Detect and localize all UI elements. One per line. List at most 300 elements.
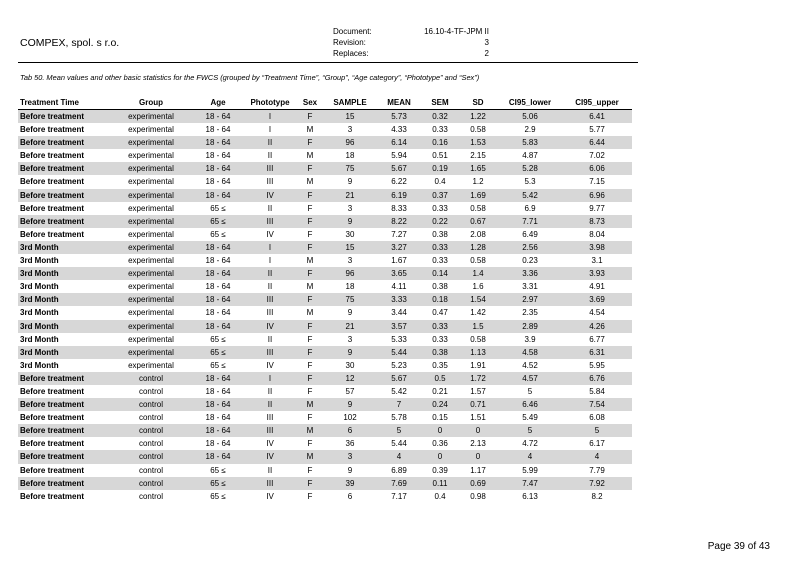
table-cell: 3.36 [498, 267, 562, 280]
table-cell: 0.71 [458, 398, 498, 411]
table-cell: II [267, 465, 273, 475]
table-cell: 0.58 [470, 125, 486, 135]
table-cell: F [296, 477, 324, 490]
table-cell: experimental [110, 110, 192, 124]
table-cell: 1.5 [458, 320, 498, 333]
table-cell: F [296, 320, 324, 333]
table-cell: II [267, 151, 273, 161]
table-row [18, 450, 632, 463]
table-cell: 3 [347, 334, 353, 344]
table-cell: 5.67 [376, 372, 422, 385]
meta-value: 16.10-4-TF-JPM II [424, 27, 489, 36]
column-header: CI95_upper [562, 97, 632, 110]
table-row [18, 189, 632, 202]
table-cell: 2.97 [498, 293, 562, 306]
table-cell: 21 [324, 189, 376, 202]
table-cell: 7.92 [562, 477, 632, 490]
table-cell: 5.83 [498, 136, 562, 149]
table-cell: 9 [324, 398, 376, 411]
table-cell: 3.27 [376, 241, 422, 254]
table-cell: control [138, 413, 163, 423]
table-cell: 6 [324, 424, 376, 437]
table-cell: 0.24 [422, 398, 458, 411]
table-cell: F [307, 439, 313, 449]
table-cell: 0.47 [432, 308, 448, 318]
table-cell: 5.73 [376, 110, 422, 124]
table-cell: experimental [128, 334, 174, 344]
table-cell: F [296, 110, 324, 124]
table-row [18, 385, 632, 398]
table-cell: 18 - 64 [192, 110, 244, 124]
table-cell: 36 [345, 439, 355, 449]
table-cell: 65 ≤ [210, 491, 226, 501]
table-cell: 3.65 [376, 267, 422, 280]
table-cell: experimental [110, 189, 192, 202]
table-cell: III [244, 477, 296, 490]
table-cell: experimental [110, 241, 192, 254]
table-cell: F [307, 229, 313, 239]
table-cell: 18 [345, 151, 355, 161]
table-row [18, 359, 632, 372]
table-cell: 3.33 [376, 293, 422, 306]
table-row [18, 411, 632, 424]
table-cell: 0.58 [470, 203, 486, 213]
table-cell: 0.32 [422, 110, 458, 124]
table-cell: M [306, 256, 314, 266]
table-cell: 5.84 [589, 386, 605, 396]
table-row [18, 464, 632, 477]
table-cell: 7.17 [391, 491, 407, 501]
table-row [18, 477, 632, 490]
table-cell: 0.14 [422, 267, 458, 280]
table-cell: 65 ≤ [210, 465, 226, 475]
table-cell: Before treatment [20, 491, 85, 501]
table-cell: 1.65 [458, 162, 498, 175]
table-cell: 18 [345, 282, 355, 292]
table-cell: control [138, 439, 163, 449]
table-cell: 5.78 [391, 413, 407, 423]
table-cell: control [110, 450, 192, 463]
table-cell: 5.99 [522, 465, 538, 475]
table-cell: control [138, 491, 163, 501]
table-cell: 0.5 [422, 372, 458, 385]
table-cell: IV [266, 229, 274, 239]
table-row [18, 123, 632, 136]
table-cell: 3 [347, 125, 353, 135]
table-cell: M [306, 151, 314, 161]
table-cell: 1.57 [470, 386, 486, 396]
table-cell: 7.71 [498, 215, 562, 228]
table-cell: Before treatment [20, 439, 85, 449]
table-cell: 3rd Month [20, 308, 59, 318]
table-cell: 0.38 [432, 229, 448, 239]
table-row [18, 215, 632, 228]
table-cell: 2.9 [524, 125, 536, 135]
table-cell: III [244, 424, 296, 437]
table-cell: control [138, 465, 163, 475]
table-cell: experimental [110, 293, 192, 306]
table-cell: 18 - 64 [205, 439, 231, 449]
table-cell: 18 - 64 [192, 162, 244, 175]
table-row [18, 110, 632, 124]
table-cell: 18 - 64 [205, 282, 231, 292]
column-header: MEAN [376, 97, 422, 110]
table-cell: 6.44 [562, 136, 632, 149]
table-cell: F [296, 136, 324, 149]
table-row [18, 202, 632, 215]
table-cell: 18 - 64 [205, 308, 231, 318]
meta-value: 3 [484, 38, 489, 47]
meta-label: Replaces: [333, 49, 369, 58]
table-cell: experimental [110, 267, 192, 280]
table-cell: 0.33 [432, 256, 448, 266]
table-cell: 3.31 [522, 282, 538, 292]
table-cell: 1.53 [458, 136, 498, 149]
table-cell: experimental [128, 229, 174, 239]
table-cell: 1.54 [458, 293, 498, 306]
table-row [18, 490, 632, 503]
table-cell: 6.31 [562, 346, 632, 359]
table-cell: 5.77 [589, 125, 605, 135]
table-cell: I [244, 372, 296, 385]
table-cell: 3.69 [562, 293, 632, 306]
table-cell: Before treatment [20, 465, 85, 475]
table-cell: I [244, 110, 296, 124]
table-row [18, 437, 632, 450]
document-meta [333, 26, 489, 59]
table-cell: M [296, 398, 324, 411]
table-cell: 5.42 [391, 386, 407, 396]
table-cell: 4.57 [498, 372, 562, 385]
table-cell: 1.67 [391, 256, 407, 266]
table-cell: Before treatment [20, 413, 85, 423]
table-cell: 0.4 [434, 177, 446, 187]
table-cell: 0.58 [470, 256, 486, 266]
table-cell: 5.44 [391, 439, 407, 449]
table-cell: III [266, 177, 274, 187]
table-cell: M [306, 308, 314, 318]
table-cell: Before treatment [20, 203, 85, 213]
table-cell: 0.69 [458, 477, 498, 490]
table-cell: experimental [128, 177, 174, 187]
table-cell: 5 [498, 424, 562, 437]
table-cell: experimental [128, 125, 174, 135]
table-cell: 1.42 [470, 308, 486, 318]
table-cell: 1.17 [470, 465, 486, 475]
header-divider [18, 62, 638, 63]
table-cell: 0.33 [432, 203, 448, 213]
table-cell: control [110, 372, 192, 385]
table-cell: 6.06 [562, 162, 632, 175]
table-cell: 3rd Month [18, 293, 110, 306]
table-cell: II [244, 267, 296, 280]
table-cell: 9 [347, 465, 353, 475]
table-cell: 0.36 [432, 439, 448, 449]
table-cell: 6.22 [391, 177, 407, 187]
table-cell: M [306, 282, 314, 292]
table-cell: F [307, 386, 313, 396]
table-cell: 5.44 [376, 346, 422, 359]
table-cell: F [296, 372, 324, 385]
table-cell: 6.96 [562, 189, 632, 202]
table-cell: II [267, 203, 273, 213]
table-cell: 7.47 [498, 477, 562, 490]
column-header: CI95_lower [498, 97, 562, 110]
table-cell: 3rd Month [20, 360, 59, 370]
table-cell: 7.79 [589, 465, 605, 475]
table-cell: F [296, 241, 324, 254]
table-cell: 15 [324, 241, 376, 254]
meta-revision [333, 37, 489, 48]
column-header: Phototype [244, 97, 296, 110]
table-cell: 9 [324, 346, 376, 359]
table-cell: Before treatment [18, 398, 110, 411]
table-cell: 6.13 [522, 491, 538, 501]
table-cell: F [307, 465, 313, 475]
column-header: SAMPLE [324, 97, 376, 110]
table-cell: 0.33 [432, 125, 448, 135]
table-cell: 7.15 [589, 177, 605, 187]
table-cell: I [268, 256, 272, 266]
table-cell: 18 - 64 [192, 320, 244, 333]
table-cell: 4.33 [391, 125, 407, 135]
table-cell: 5.33 [391, 334, 407, 344]
table-row [18, 267, 632, 280]
table-cell: 18 - 64 [192, 241, 244, 254]
table-cell: II [244, 398, 296, 411]
table-cell: 18 - 64 [192, 293, 244, 306]
table-cell: 12 [324, 372, 376, 385]
table-cell: experimental [128, 203, 174, 213]
table-cell: I [244, 241, 296, 254]
table-cell: 0.37 [422, 189, 458, 202]
table-cell: 6.76 [562, 372, 632, 385]
table-cell: 102 [343, 413, 357, 423]
table-body [18, 110, 632, 503]
table-cell: III [244, 346, 296, 359]
table-cell: 65 ≤ [192, 215, 244, 228]
table-cell: Before treatment [18, 215, 110, 228]
table-cell: 0.33 [432, 334, 448, 344]
table-cell: 5.42 [498, 189, 562, 202]
meta-label: Document: [333, 27, 372, 36]
table-cell: 0.22 [422, 215, 458, 228]
table-cell: Before treatment [18, 450, 110, 463]
table-row [18, 320, 632, 333]
table-cell: 65 ≤ [210, 334, 226, 344]
table-cell: 6.46 [498, 398, 562, 411]
table-cell: 65 ≤ [210, 203, 226, 213]
table-cell: 65 ≤ [210, 360, 226, 370]
table-cell: 6.17 [589, 439, 605, 449]
table-cell: experimental [110, 346, 192, 359]
table-cell: 18 - 64 [205, 413, 231, 423]
table-cell: 0.4 [434, 491, 446, 501]
table-cell: 4.91 [589, 282, 605, 292]
table-cell: Before treatment [20, 386, 85, 396]
table-cell: 3.1 [591, 256, 603, 266]
table-cell: 4.87 [522, 151, 538, 161]
table-cell: 0.11 [422, 477, 458, 490]
table-cell: 3.93 [562, 267, 632, 280]
table-row [18, 162, 632, 175]
table-cell: 8.73 [562, 215, 632, 228]
table-cell: 1.13 [458, 346, 498, 359]
table-cell: IV [266, 491, 274, 501]
table-row [18, 280, 632, 293]
table-cell: 4 [376, 450, 422, 463]
table-cell: 18 - 64 [192, 136, 244, 149]
table-cell: 7 [376, 398, 422, 411]
table-cell: M [306, 125, 314, 135]
table-cell: II [267, 334, 273, 344]
table-cell: experimental [128, 282, 174, 292]
table-cell: 4.58 [498, 346, 562, 359]
table-cell: 6 [347, 491, 353, 501]
table-cell: experimental [128, 308, 174, 318]
table-cell: 18 - 64 [192, 267, 244, 280]
table-cell: M [296, 424, 324, 437]
column-header: Sex [296, 97, 324, 110]
table-cell: 96 [324, 267, 376, 280]
table-cell: 4.52 [522, 360, 538, 370]
table-cell: 3.57 [376, 320, 422, 333]
table-cell: 6.19 [376, 189, 422, 202]
table-cell: 6.08 [589, 413, 605, 423]
table-caption: Tab 50. Mean values and other basic statistics for the FWCS (grouped by “Treatment Time”, “Group”, “Age category”, “Phototype” and “Sex”) [20, 73, 480, 82]
table-cell: 5 [376, 424, 422, 437]
table-cell: Before treatment [18, 189, 110, 202]
table-cell: 4.26 [562, 320, 632, 333]
table-cell: 0 [458, 424, 498, 437]
table-cell: III [244, 215, 296, 228]
table-cell: 6.9 [524, 203, 536, 213]
table-cell: 3.9 [524, 334, 536, 344]
table-cell: 9 [347, 177, 353, 187]
table-cell: experimental [110, 320, 192, 333]
table-cell: 6.77 [589, 334, 605, 344]
column-header: Treatment Time [18, 97, 110, 110]
table-cell: 8.2 [591, 491, 603, 501]
table-cell: 3rd Month [18, 267, 110, 280]
table-cell: F [296, 189, 324, 202]
table-row [18, 398, 632, 411]
table-cell: II [244, 136, 296, 149]
table-cell: 5.49 [522, 413, 538, 423]
table-cell: 1.4 [458, 267, 498, 280]
table-cell: II [267, 282, 273, 292]
table-cell: 1.2 [472, 177, 484, 187]
table-row [18, 346, 632, 359]
table-cell: 0.38 [422, 346, 458, 359]
table-row [18, 333, 632, 346]
meta-label: Revision: [333, 38, 366, 47]
meta-replaces [333, 48, 489, 59]
meta-value: 2 [484, 49, 489, 58]
table-cell: 0.16 [422, 136, 458, 149]
table-cell: 5.23 [391, 360, 407, 370]
table-cell: 0.51 [432, 151, 448, 161]
table-cell: 18 - 64 [192, 189, 244, 202]
table-cell: 7.02 [589, 151, 605, 161]
table-cell: experimental [110, 215, 192, 228]
table-cell: F [307, 360, 313, 370]
table-cell: IV [244, 189, 296, 202]
table-row [18, 306, 632, 319]
table-cell: 0.98 [470, 491, 486, 501]
table-cell: 9.77 [589, 203, 605, 213]
table-row [18, 254, 632, 267]
table-cell: 3rd Month [18, 241, 110, 254]
table-cell: 30 [345, 229, 355, 239]
table-cell: experimental [128, 360, 174, 370]
column-header: Group [110, 97, 192, 110]
table-cell: 75 [324, 162, 376, 175]
table-row [18, 424, 632, 437]
table-cell: F [307, 413, 313, 423]
table-cell: 5.94 [391, 151, 407, 161]
table-cell: F [307, 203, 313, 213]
table-cell: 18 - 64 [205, 256, 231, 266]
table-cell: 18 - 64 [192, 450, 244, 463]
table-cell: Before treatment [20, 177, 85, 187]
table-cell: 4.72 [522, 439, 538, 449]
table-cell: 0 [422, 424, 458, 437]
table-cell: 1.22 [458, 110, 498, 124]
table-cell: 18 - 64 [205, 386, 231, 396]
company-name: COMPEX, spol. s r.o. [20, 37, 120, 49]
table-row [18, 241, 632, 254]
table-cell: 18 - 64 [192, 398, 244, 411]
table-cell: 0.39 [432, 465, 448, 475]
table-cell: 8.04 [589, 229, 605, 239]
table-cell: F [296, 162, 324, 175]
table-cell: 0.33 [422, 320, 458, 333]
table-cell: control [110, 398, 192, 411]
table-cell: III [244, 162, 296, 175]
table-cell: I [268, 125, 272, 135]
table-cell: 4.54 [589, 308, 605, 318]
table-cell: 39 [324, 477, 376, 490]
table-cell: 6.89 [391, 465, 407, 475]
table-cell: F [307, 491, 313, 501]
table-cell: 18 - 64 [205, 125, 231, 135]
table-cell: 6.49 [522, 229, 538, 239]
table-cell: 18 - 64 [205, 177, 231, 187]
table-cell: 1.6 [472, 282, 484, 292]
table-cell: III [244, 293, 296, 306]
table-cell: 2.89 [498, 320, 562, 333]
table-cell: 3rd Month [20, 282, 59, 292]
table-cell: 65 ≤ [210, 229, 226, 239]
table-cell: 5.95 [589, 360, 605, 370]
table-cell: 5.28 [498, 162, 562, 175]
table-row [18, 228, 632, 241]
table-cell: 0.38 [432, 282, 448, 292]
table-cell: M [296, 450, 324, 463]
table-cell: experimental [128, 256, 174, 266]
table-cell: control [110, 424, 192, 437]
table-cell: 6.14 [376, 136, 422, 149]
table-cell: Before treatment [18, 136, 110, 149]
table-cell: 3rd Month [20, 334, 59, 344]
table-cell: 0.21 [432, 386, 448, 396]
table-cell: 0.58 [470, 334, 486, 344]
table-cell: 2.13 [470, 439, 486, 449]
table-cell: experimental [128, 151, 174, 161]
page-number: Page 39 of 43 [707, 541, 770, 552]
table-cell: Before treatment [18, 477, 110, 490]
